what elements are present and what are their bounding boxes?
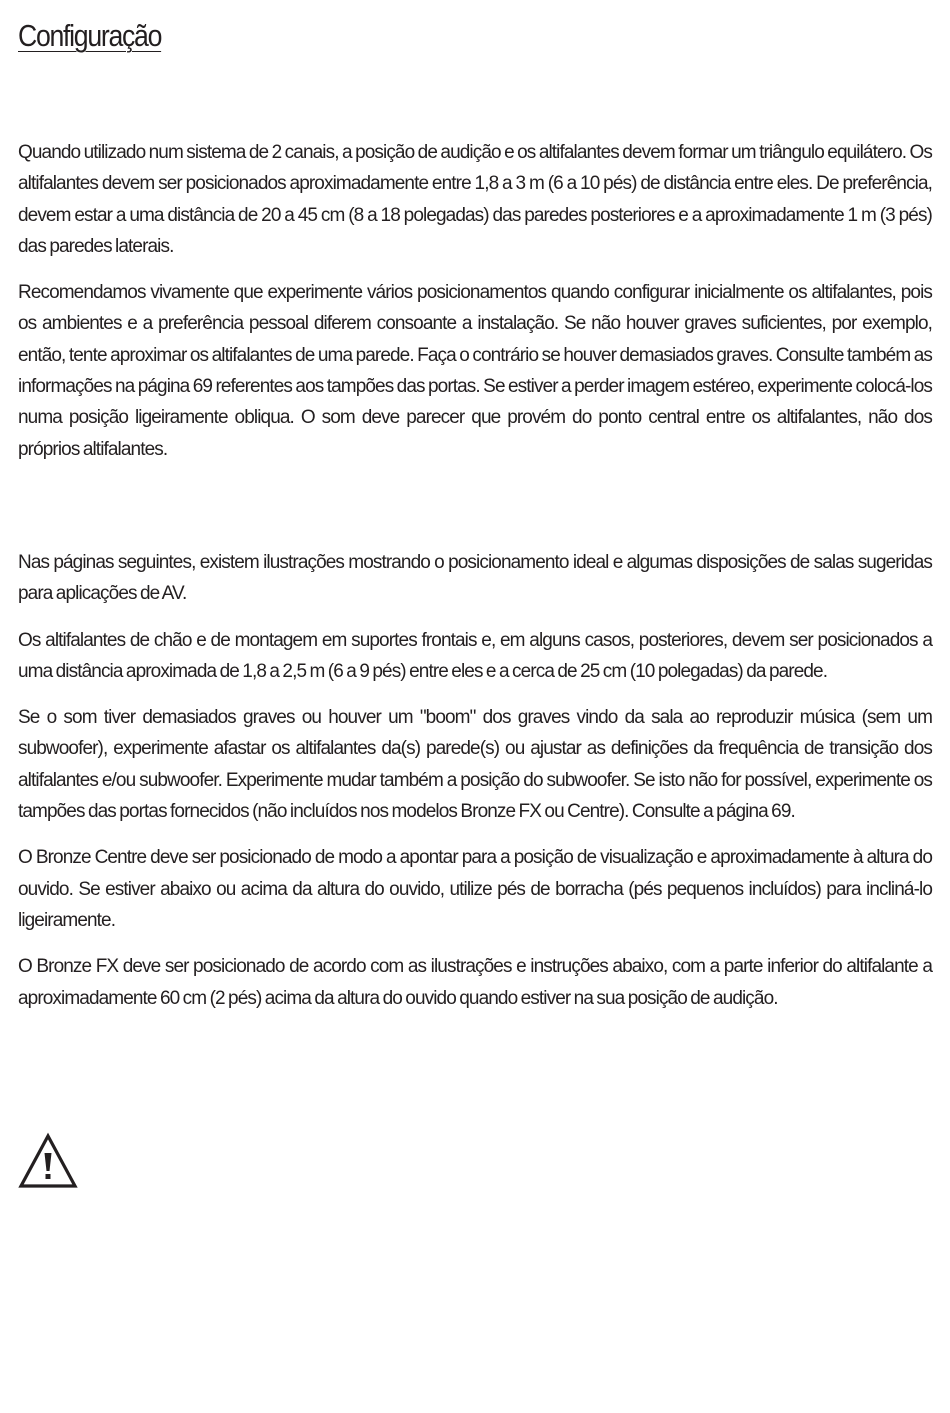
paragraph: O Bronze FX deve ser posicionado de acordo com as ilustrações e instruções abaixo, com a parte inferior do altifalante a aproximadamente 60 cm (2 pés) acima da altura do ouvido quando estiver na sua posição de audição. — [18, 956, 932, 1009]
paragraph: Quando utilizado num sistema de 2 canais, a posição de audição e os altifalantes devem formar um triângulo equilátero. Os altifalantes devem ser posicionados aproximadamente entre 1,8 a 3 m (6 a 10 pés) de distância entre eles. De preferência, devem estar a uma distância de 20 a 45 cm (8 a 18 polegadas) das paredes posteriores e a aproximadamente 1 m (3 pés) das paredes laterais. — [18, 142, 932, 257]
warning-triangle-icon — [18, 1132, 78, 1190]
paragraph: Se o som tiver demasiados graves ou houver um "boom" dos graves vindo da sala ao reproduzir música (sem um subwoofer), experimente afastar os altifalantes da(s) parede(s) ou ajustar as definições da frequência de transição dos altifalantes e/ou subwoofer. Experimente mudar também a posição do subwoofer. Se isto não for possível, experimente os tampões das portas fornecidos (não incluídos nos modelos Bronze FX ou Centre). Consulte a página 69. — [18, 707, 932, 823]
section-av-setup — [18, 547, 932, 1029]
page-title: Configuração — [18, 18, 162, 53]
paragraph: O Bronze Centre deve ser posicionado de modo a apontar para a posição de visualização e aproximadamente à altura do ouvido. Se estiver abaixo ou acima da altura do ouvido, utilize pés de borracha (pés pequenos incluídos) para incliná-lo ligeiramente. — [18, 847, 932, 931]
paragraph: Os altifalantes de chão e de montagem em suportes frontais e, em alguns casos, posteriores, devem ser posicionados a uma distância aproximada de 1,8 a 2,5 m (6 a 9 pés) entre eles e a cerca de 25 cm (10 polegadas) da parede. — [18, 629, 932, 682]
section-stereo-setup — [18, 137, 932, 480]
paragraph: Nas páginas seguintes, existem ilustrações mostrando o posicionamento ideal e algumas disposições de salas sugeridas para aplicações de AV. — [18, 552, 932, 605]
paragraph: Recomendamos vivamente que experimente vários posicionamentos quando configurar inicialmente os altifalantes, pois os ambientes e a preferência pessoal diferem consoante a instalação. Se não houver graves suficientes, por exemplo, então, tente aproximar os altifalantes de uma parede. Faça o contrário se houver demasiados graves. Consulte também as informações na página 69 referentes aos tampões das portas. Se estiver a perder imagem estéreo, experimente colocá-los numa posição ligeiramente obliqua. O som deve parecer que provém do ponto central entre os altifalantes, não dos próprios altifalantes. — [18, 282, 932, 460]
